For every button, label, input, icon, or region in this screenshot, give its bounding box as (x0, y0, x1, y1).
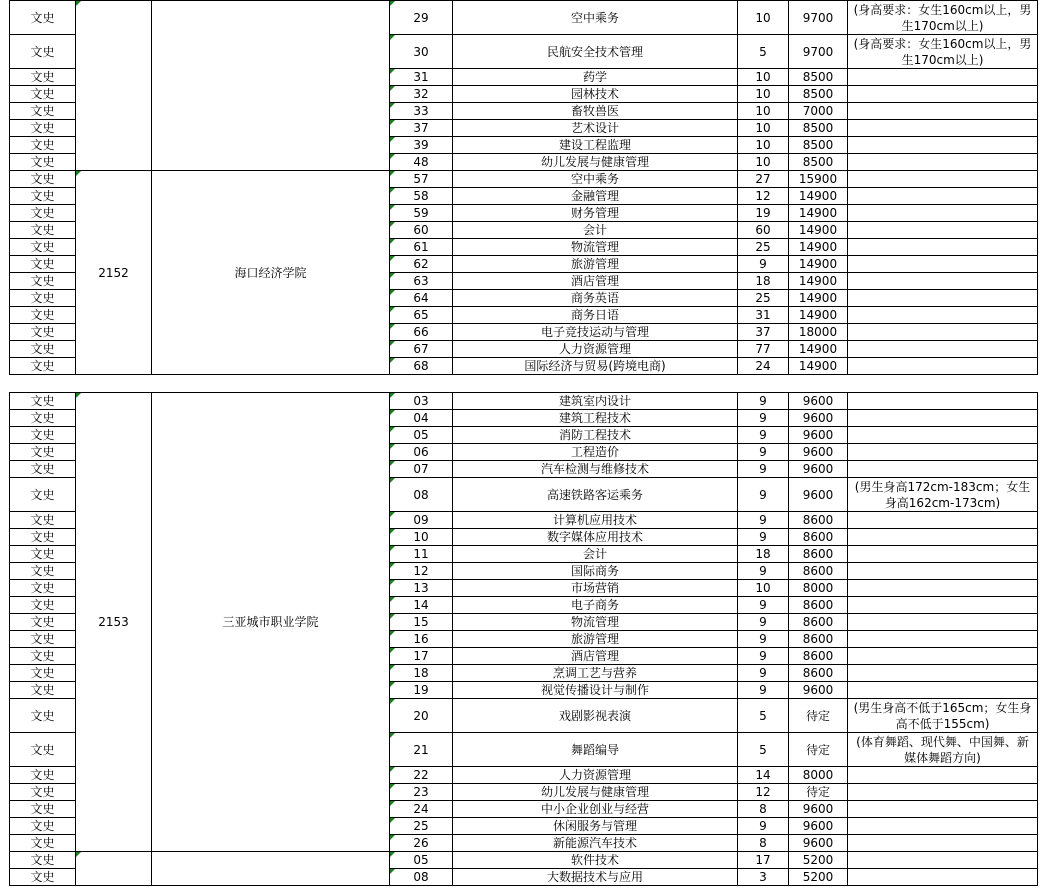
plan-count-cell: 9 (738, 256, 789, 273)
major-name-cell: 空中乘务 (453, 171, 738, 188)
category-cell: 文史 (10, 512, 76, 529)
major-code-cell: 15 (390, 614, 453, 631)
note-cell: (男生身高不低于165cm；女生身高不低于155cm) (848, 699, 1038, 733)
plan-count-cell: 9 (738, 478, 789, 512)
plan-count-cell: 9 (738, 631, 789, 648)
category-cell: 文史 (10, 767, 76, 784)
school-code-cell (76, 852, 152, 886)
plan-count-cell: 12 (738, 784, 789, 801)
major-code-cell: 31 (390, 69, 453, 86)
tuition-cell: 5200 (789, 852, 848, 869)
major-name-cell: 园林技术 (453, 86, 738, 103)
note-cell (848, 324, 1038, 341)
major-name-cell: 休闲服务与管理 (453, 818, 738, 835)
school-name-cell (152, 1, 390, 171)
major-code-cell: 09 (390, 512, 453, 529)
tuition-cell: 14900 (789, 290, 848, 307)
major-name-cell: 国际商务 (453, 563, 738, 580)
category-cell: 文史 (10, 427, 76, 444)
major-name-cell: 建筑室内设计 (453, 393, 738, 410)
major-name-cell: 视觉传播设计与制作 (453, 682, 738, 699)
major-code-cell: 12 (390, 563, 453, 580)
note-cell (848, 767, 1038, 784)
major-name-cell: 商务日语 (453, 307, 738, 324)
plan-count-cell: 17 (738, 852, 789, 869)
major-code-cell: 26 (390, 835, 453, 852)
category-cell: 文史 (10, 852, 76, 869)
tuition-cell: 8600 (789, 648, 848, 665)
school-code-cell: 2153 (76, 393, 152, 852)
major-code-cell: 05 (390, 427, 453, 444)
category-cell: 文史 (10, 358, 76, 375)
school-name-cell: 海口经济学院 (152, 171, 390, 375)
category-cell: 文史 (10, 699, 76, 733)
category-cell: 文史 (10, 205, 76, 222)
plan-count-cell: 24 (738, 358, 789, 375)
category-cell: 文史 (10, 324, 76, 341)
plan-count-cell: 25 (738, 290, 789, 307)
tuition-cell: 14900 (789, 188, 848, 205)
major-code-cell: 64 (390, 290, 453, 307)
major-name-cell: 中小企业创业与经营 (453, 801, 738, 818)
major-code-cell: 59 (390, 205, 453, 222)
major-name-cell: 计算机应用技术 (453, 512, 738, 529)
tuition-cell: 15900 (789, 171, 848, 188)
category-cell: 文史 (10, 307, 76, 324)
note-cell (848, 410, 1038, 427)
note-cell: (体育舞蹈、现代舞、中国舞、新媒体舞蹈方向) (848, 733, 1038, 767)
plan-count-cell: 8 (738, 835, 789, 852)
note-cell (848, 222, 1038, 239)
tuition-cell: 8600 (789, 529, 848, 546)
major-name-cell: 物流管理 (453, 239, 738, 256)
major-code-cell: 30 (390, 35, 453, 69)
table-body (10, 393, 1038, 852)
major-name-cell: 高速铁路客运乘务 (453, 478, 738, 512)
category-cell: 文史 (10, 410, 76, 427)
tuition-cell: 8500 (789, 120, 848, 137)
major-name-cell: 空中乘务 (453, 1, 738, 35)
note-cell (848, 546, 1038, 563)
major-name-cell: 软件技术 (453, 852, 738, 869)
category-cell: 文史 (10, 239, 76, 256)
major-code-cell: 16 (390, 631, 453, 648)
major-name-cell: 工程造价 (453, 444, 738, 461)
tuition-cell: 9600 (789, 461, 848, 478)
category-cell: 文史 (10, 682, 76, 699)
tuition-cell: 14900 (789, 239, 848, 256)
note-cell (848, 171, 1038, 188)
category-cell: 文史 (10, 597, 76, 614)
plan-count-cell: 18 (738, 273, 789, 290)
tuition-cell: 8600 (789, 512, 848, 529)
enrollment-table-sanya (9, 392, 1038, 852)
note-cell (848, 580, 1038, 597)
category-cell: 文史 (10, 478, 76, 512)
category-cell: 文史 (10, 444, 76, 461)
plan-count-cell: 9 (738, 427, 789, 444)
tuition-cell: 9600 (789, 410, 848, 427)
major-name-cell: 舞蹈编导 (453, 733, 738, 767)
note-cell (848, 290, 1038, 307)
category-cell: 文史 (10, 614, 76, 631)
note-cell (848, 444, 1038, 461)
category-cell: 文史 (10, 869, 76, 886)
major-code-cell: 04 (390, 410, 453, 427)
note-cell (848, 273, 1038, 290)
plan-count-cell: 18 (738, 546, 789, 563)
major-code-cell: 48 (390, 154, 453, 171)
note-cell (848, 307, 1038, 324)
plan-count-cell: 12 (738, 188, 789, 205)
note-cell (848, 648, 1038, 665)
major-name-cell: 幼儿发展与健康管理 (453, 154, 738, 171)
plan-count-cell: 9 (738, 597, 789, 614)
tuition-cell: 9600 (789, 393, 848, 410)
major-code-cell: 37 (390, 120, 453, 137)
category-cell: 文史 (10, 818, 76, 835)
tuition-cell: 18000 (789, 324, 848, 341)
plan-count-cell: 10 (738, 86, 789, 103)
category-cell: 文史 (10, 631, 76, 648)
major-code-cell: 08 (390, 478, 453, 512)
category-cell: 文史 (10, 222, 76, 239)
plan-count-cell: 14 (738, 767, 789, 784)
note-cell (848, 341, 1038, 358)
major-code-cell: 14 (390, 597, 453, 614)
category-cell: 文史 (10, 733, 76, 767)
note-cell (848, 682, 1038, 699)
plan-count-cell: 60 (738, 222, 789, 239)
plan-count-cell: 10 (738, 580, 789, 597)
category-cell: 文史 (10, 461, 76, 478)
major-name-cell: 人力资源管理 (453, 767, 738, 784)
note-cell (848, 869, 1038, 886)
category-cell: 文史 (10, 290, 76, 307)
plan-count-cell: 9 (738, 818, 789, 835)
plan-count-cell: 9 (738, 512, 789, 529)
plan-count-cell: 27 (738, 171, 789, 188)
note-cell (848, 393, 1038, 410)
plan-count-cell: 9 (738, 529, 789, 546)
plan-count-cell: 9 (738, 393, 789, 410)
plan-count-cell: 10 (738, 69, 789, 86)
major-code-cell: 29 (390, 1, 453, 35)
tuition-cell: 9600 (789, 801, 848, 818)
school-code-cell (76, 1, 152, 171)
note-cell (848, 205, 1038, 222)
plan-count-cell: 31 (738, 307, 789, 324)
tuition-cell: 14900 (789, 222, 848, 239)
tuition-cell: 8500 (789, 86, 848, 103)
major-name-cell: 物流管理 (453, 614, 738, 631)
category-cell: 文史 (10, 86, 76, 103)
major-code-cell: 19 (390, 682, 453, 699)
category-cell: 文史 (10, 580, 76, 597)
category-cell: 文史 (10, 188, 76, 205)
category-cell: 文史 (10, 103, 76, 120)
plan-count-cell: 10 (738, 137, 789, 154)
plan-count-cell: 19 (738, 205, 789, 222)
note-cell (848, 852, 1038, 869)
note-cell (848, 461, 1038, 478)
tuition-cell: 8600 (789, 563, 848, 580)
enrollment-table-upper (9, 0, 1038, 375)
category-cell: 文史 (10, 137, 76, 154)
note-cell (848, 835, 1038, 852)
tuition-cell: 9600 (789, 427, 848, 444)
plan-count-cell: 10 (738, 103, 789, 120)
major-code-cell: 24 (390, 801, 453, 818)
plan-count-cell: 9 (738, 444, 789, 461)
table-row (10, 393, 1038, 410)
tuition-cell: 8500 (789, 69, 848, 86)
major-name-cell: 民航安全技术管理 (453, 35, 738, 69)
category-cell: 文史 (10, 69, 76, 86)
note-cell (848, 86, 1038, 103)
major-name-cell: 烹调工艺与营养 (453, 665, 738, 682)
category-cell: 文史 (10, 546, 76, 563)
major-name-cell: 电子商务 (453, 597, 738, 614)
category-cell: 文史 (10, 154, 76, 171)
table-body (10, 1, 1038, 375)
tuition-cell: 9600 (789, 682, 848, 699)
category-cell: 文史 (10, 801, 76, 818)
major-code-cell: 03 (390, 393, 453, 410)
major-code-cell: 25 (390, 818, 453, 835)
tuition-cell: 8000 (789, 580, 848, 597)
plan-count-cell: 9 (738, 410, 789, 427)
table-row (10, 852, 1038, 869)
category-cell: 文史 (10, 648, 76, 665)
tuition-cell: 待定 (789, 699, 848, 733)
major-code-cell: 68 (390, 358, 453, 375)
category-cell: 文史 (10, 35, 76, 69)
plan-count-cell: 77 (738, 341, 789, 358)
tuition-cell: 8500 (789, 154, 848, 171)
tuition-cell: 待定 (789, 784, 848, 801)
major-code-cell: 17 (390, 648, 453, 665)
plan-count-cell: 9 (738, 563, 789, 580)
major-name-cell: 财务管理 (453, 205, 738, 222)
note-cell (848, 597, 1038, 614)
note-cell (848, 512, 1038, 529)
note-cell: (男生身高172cm-183cm；女生身高162cm-173cm) (848, 478, 1038, 512)
major-code-cell: 32 (390, 86, 453, 103)
major-name-cell: 人力资源管理 (453, 341, 738, 358)
major-name-cell: 戏剧影视表演 (453, 699, 738, 733)
note-cell: (身高要求：女生160cm以上，男生170cm以上) (848, 1, 1038, 35)
major-name-cell: 会计 (453, 222, 738, 239)
plan-count-cell: 5 (738, 35, 789, 69)
major-code-cell: 18 (390, 665, 453, 682)
major-name-cell: 消防工程技术 (453, 427, 738, 444)
major-code-cell: 23 (390, 784, 453, 801)
note-cell: (身高要求：女生160cm以上，男生170cm以上) (848, 35, 1038, 69)
plan-count-cell: 9 (738, 665, 789, 682)
major-name-cell: 商务英语 (453, 290, 738, 307)
tuition-cell: 5200 (789, 869, 848, 886)
major-code-cell: 58 (390, 188, 453, 205)
major-name-cell: 酒店管理 (453, 273, 738, 290)
plan-count-cell: 10 (738, 154, 789, 171)
major-code-cell: 60 (390, 222, 453, 239)
school-name-cell: 三亚城市职业学院 (152, 393, 390, 852)
major-code-cell: 07 (390, 461, 453, 478)
category-cell: 文史 (10, 171, 76, 188)
tuition-cell: 8600 (789, 597, 848, 614)
note-cell (848, 239, 1038, 256)
plan-count-cell: 5 (738, 733, 789, 767)
school-name-cell (152, 852, 390, 886)
major-name-cell: 金融管理 (453, 188, 738, 205)
note-cell (848, 256, 1038, 273)
note-cell (848, 154, 1038, 171)
major-name-cell: 会计 (453, 546, 738, 563)
major-name-cell: 大数据技术与应用 (453, 869, 738, 886)
tuition-cell: 14900 (789, 307, 848, 324)
tuition-cell: 14900 (789, 273, 848, 290)
major-name-cell: 幼儿发展与健康管理 (453, 784, 738, 801)
note-cell (848, 563, 1038, 580)
tuition-cell: 14900 (789, 358, 848, 375)
category-cell: 文史 (10, 273, 76, 290)
tuition-cell: 9600 (789, 444, 848, 461)
plan-count-cell: 9 (738, 614, 789, 631)
plan-count-cell: 5 (738, 699, 789, 733)
major-name-cell: 国际经济与贸易(跨境电商) (453, 358, 738, 375)
major-code-cell: 63 (390, 273, 453, 290)
school-code-cell: 2152 (76, 171, 152, 375)
major-name-cell: 旅游管理 (453, 631, 738, 648)
major-name-cell: 药学 (453, 69, 738, 86)
note-cell (848, 103, 1038, 120)
major-code-cell: 11 (390, 546, 453, 563)
major-name-cell: 电子竞技运动与管理 (453, 324, 738, 341)
tuition-cell: 9600 (789, 818, 848, 835)
table-body (10, 852, 1038, 886)
major-name-cell: 数字媒体应用技术 (453, 529, 738, 546)
major-code-cell: 67 (390, 341, 453, 358)
tuition-cell: 9600 (789, 478, 848, 512)
major-name-cell: 建设工程监理 (453, 137, 738, 154)
tuition-cell: 7000 (789, 103, 848, 120)
note-cell (848, 427, 1038, 444)
plan-count-cell: 9 (738, 682, 789, 699)
category-cell: 文史 (10, 835, 76, 852)
major-name-cell: 建筑工程技术 (453, 410, 738, 427)
tuition-cell: 9600 (789, 835, 848, 852)
major-code-cell: 61 (390, 239, 453, 256)
tuition-cell: 8600 (789, 614, 848, 631)
tuition-cell: 14900 (789, 205, 848, 222)
major-code-cell: 39 (390, 137, 453, 154)
category-cell: 文史 (10, 1, 76, 35)
tuition-cell: 8600 (789, 631, 848, 648)
major-name-cell: 畜牧兽医 (453, 103, 738, 120)
note-cell (848, 818, 1038, 835)
category-cell: 文史 (10, 341, 76, 358)
note-cell (848, 358, 1038, 375)
note-cell (848, 665, 1038, 682)
note-cell (848, 120, 1038, 137)
category-cell: 文史 (10, 120, 76, 137)
major-name-cell: 新能源汽车技术 (453, 835, 738, 852)
major-code-cell: 13 (390, 580, 453, 597)
major-code-cell: 22 (390, 767, 453, 784)
plan-count-cell: 10 (738, 120, 789, 137)
note-cell (848, 188, 1038, 205)
major-code-cell: 06 (390, 444, 453, 461)
table-row (10, 1, 1038, 35)
major-name-cell: 酒店管理 (453, 648, 738, 665)
note-cell (848, 69, 1038, 86)
note-cell (848, 631, 1038, 648)
table-row (10, 171, 1038, 188)
tuition-cell: 9700 (789, 35, 848, 69)
plan-count-cell: 9 (738, 648, 789, 665)
tuition-cell: 14900 (789, 256, 848, 273)
major-name-cell: 旅游管理 (453, 256, 738, 273)
major-code-cell: 33 (390, 103, 453, 120)
tuition-cell: 待定 (789, 733, 848, 767)
tuition-cell: 9700 (789, 1, 848, 35)
major-code-cell: 65 (390, 307, 453, 324)
tuition-cell: 8600 (789, 546, 848, 563)
major-name-cell: 汽车检测与维修技术 (453, 461, 738, 478)
category-cell: 文史 (10, 665, 76, 682)
note-cell (848, 529, 1038, 546)
major-code-cell: 20 (390, 699, 453, 733)
category-cell: 文史 (10, 529, 76, 546)
plan-count-cell: 25 (738, 239, 789, 256)
plan-count-cell: 8 (738, 801, 789, 818)
category-cell: 文史 (10, 256, 76, 273)
major-code-cell: 05 (390, 852, 453, 869)
plan-count-cell: 3 (738, 869, 789, 886)
major-code-cell: 57 (390, 171, 453, 188)
tuition-cell: 8600 (789, 665, 848, 682)
major-code-cell: 08 (390, 869, 453, 886)
enrollment-table-next (9, 851, 1038, 886)
plan-count-cell: 37 (738, 324, 789, 341)
major-name-cell: 艺术设计 (453, 120, 738, 137)
note-cell (848, 614, 1038, 631)
tuition-cell: 8000 (789, 767, 848, 784)
tuition-cell: 14900 (789, 341, 848, 358)
category-cell: 文史 (10, 563, 76, 580)
category-cell: 文史 (10, 784, 76, 801)
note-cell (848, 801, 1038, 818)
major-name-cell: 市场营销 (453, 580, 738, 597)
note-cell (848, 784, 1038, 801)
plan-count-cell: 9 (738, 461, 789, 478)
plan-count-cell: 10 (738, 1, 789, 35)
major-code-cell: 62 (390, 256, 453, 273)
major-code-cell: 21 (390, 733, 453, 767)
note-cell (848, 137, 1038, 154)
major-code-cell: 66 (390, 324, 453, 341)
tuition-cell: 8500 (789, 137, 848, 154)
category-cell: 文史 (10, 393, 76, 410)
major-code-cell: 10 (390, 529, 453, 546)
